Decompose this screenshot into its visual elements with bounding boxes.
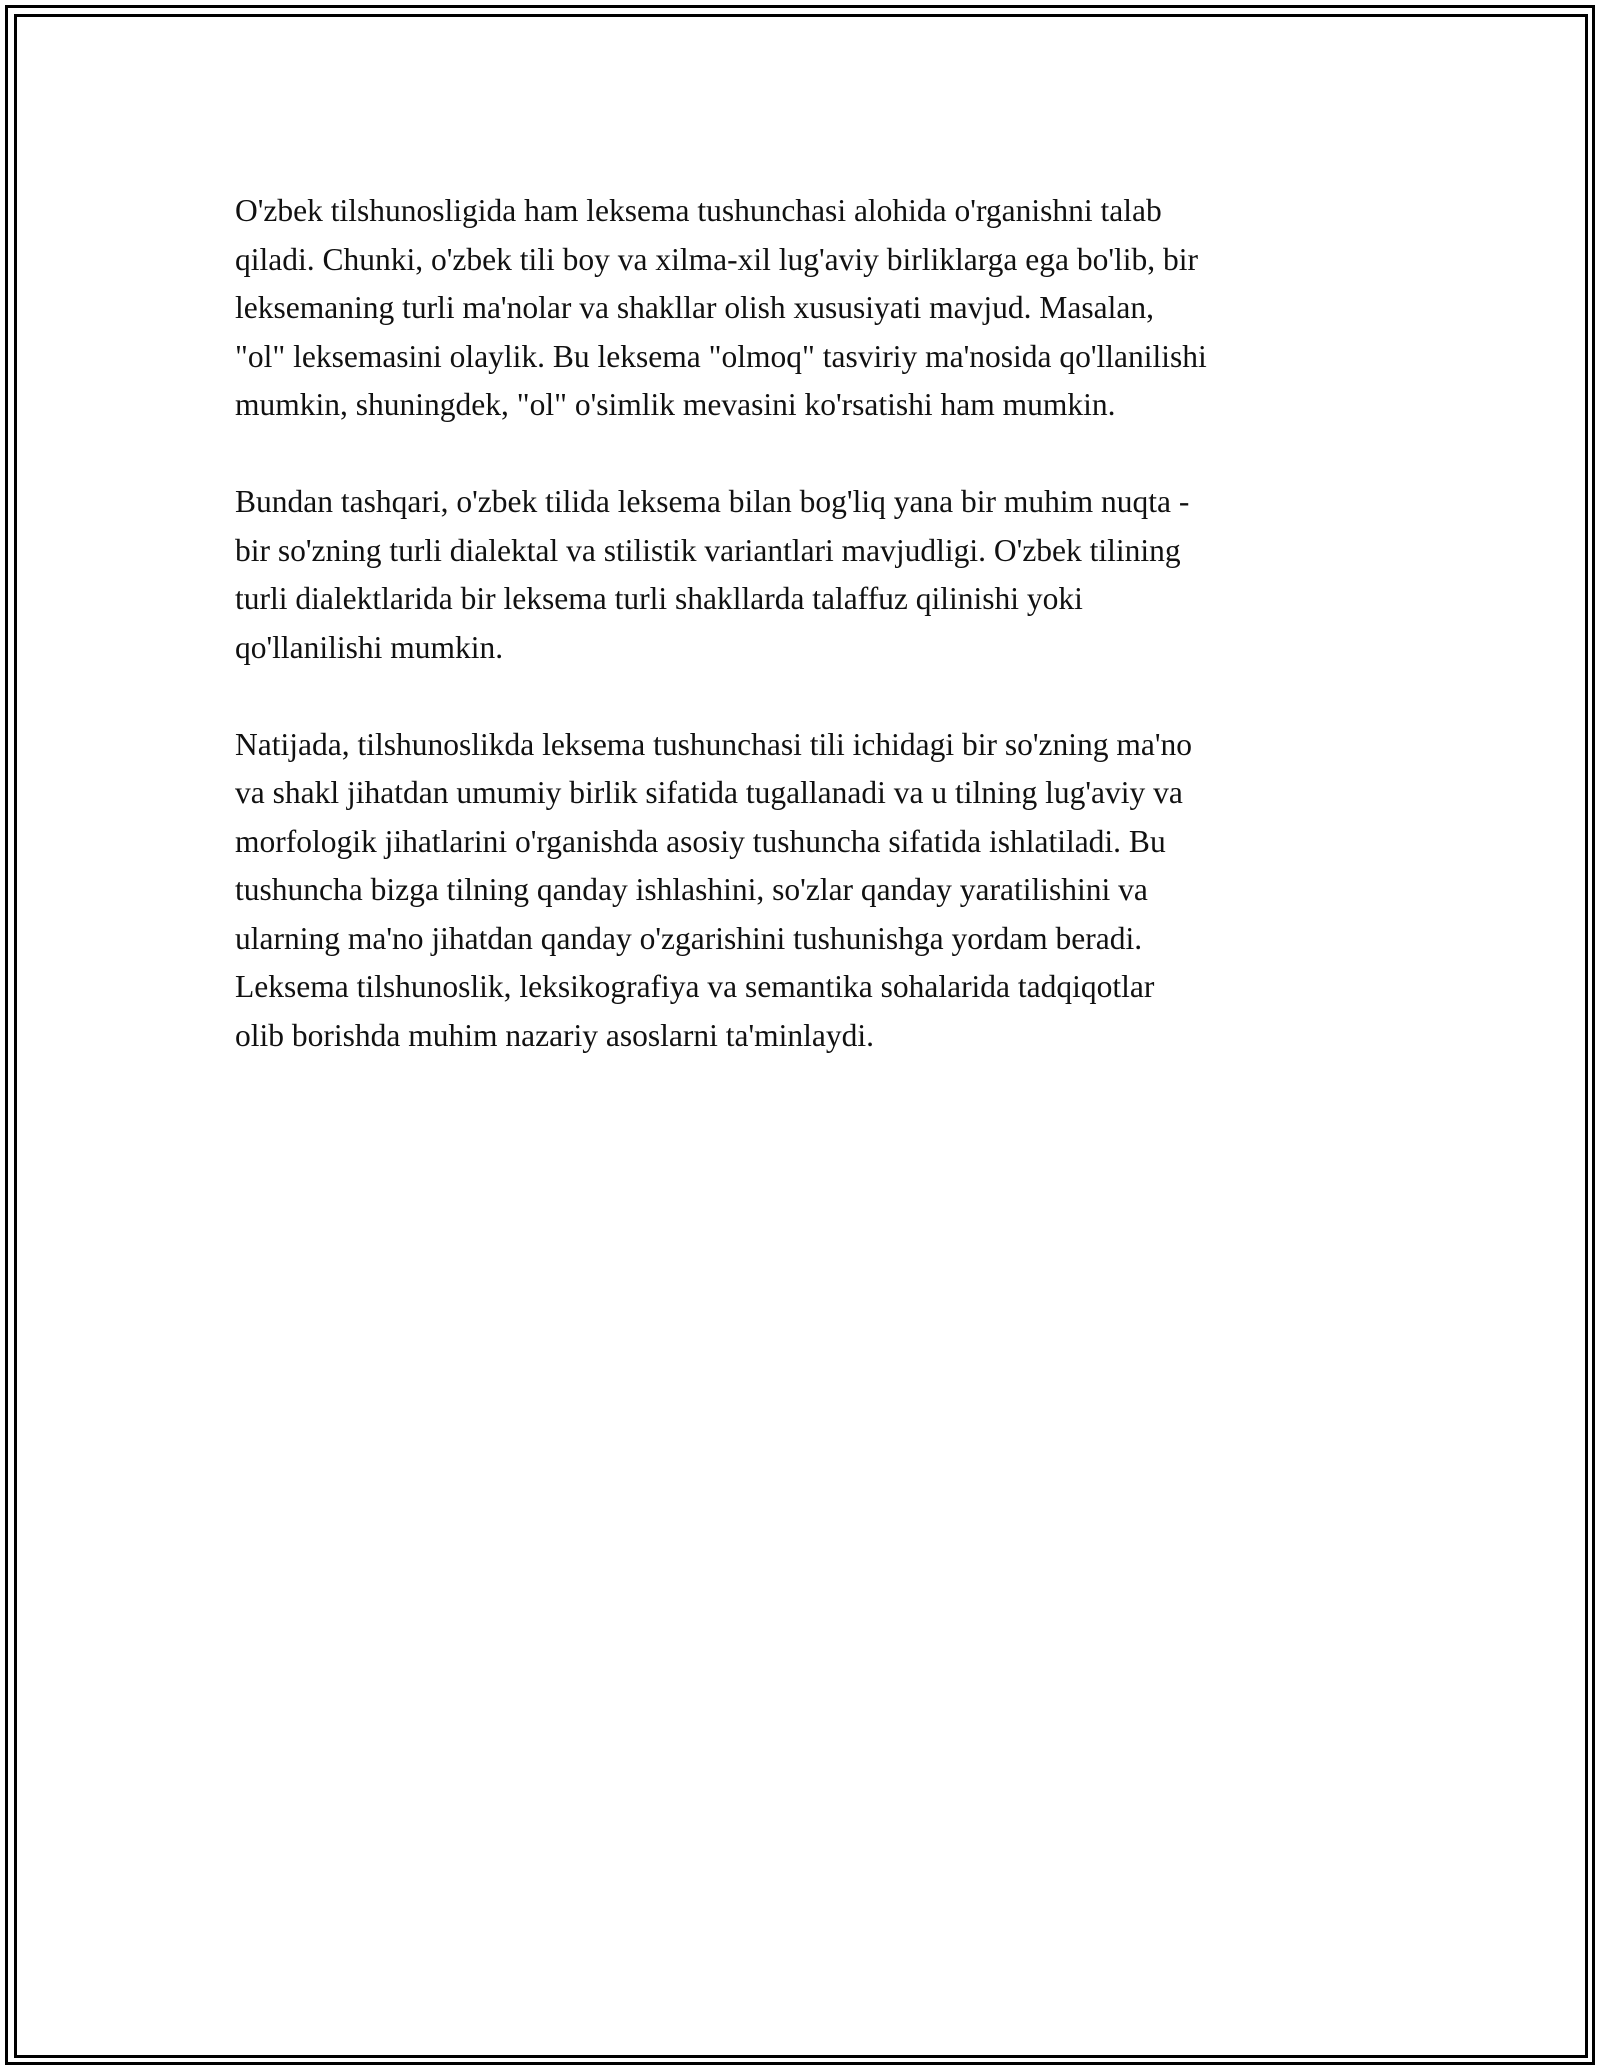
text-line: qiladi. Chunki, o'zbek tili boy va xilma-xil lug'aviy birliklarga ega bo'lib, bir	[235, 241, 1199, 277]
text-line: Natijada, tilshunoslikda leksema tushunchasi tili ichidagi bir so'zning ma'no	[235, 726, 1193, 762]
text-line: Bundan tashqari, o'zbek tilida leksema bilan bog'liq yana bir muhim nuqta -	[235, 484, 1190, 519]
paragraph-3	[235, 721, 1370, 1061]
text-line: ularning ma'no jihatdan qanday o'zgarishini tushunishga yordam beradi.	[235, 920, 1143, 956]
text-line: tushuncha bizga tilning qanday ishlashini, so'zlar qanday yaratilishini va	[235, 872, 1148, 907]
text-line: "ol" leksemasini olaylik. Bu leksema "olmoq" tasviriy ma'nosida qo'llanilishi	[235, 338, 1207, 374]
text-line: O'zbek tilshunosligida ham leksema tushunchasi alohida o'rganishni talab	[235, 193, 1162, 228]
text-line: mumkin, shuningdek, "ol" o'simlik mevasini ko'rsatishi ham mumkin.	[235, 387, 1116, 422]
text-line: turli dialektlarida bir leksema turli shakllarda talaffuz qilinishi yoki	[235, 581, 1083, 616]
text-line: Leksema tilshunoslik, leksikografiya va semantika sohalarida tadqiqotlar	[235, 969, 1155, 1004]
text-line: qo'llanilishi mumkin.	[235, 629, 504, 665]
document-body	[235, 187, 1370, 1109]
text-line: va shakl jihatdan umumiy birlik sifatida tugallanadi va u tilning lug'aviy va	[235, 775, 1183, 810]
text-line: bir so'zning turli dialektal va stilistik variantlari mavjudligi. O'zbek tilining	[235, 532, 1181, 568]
text-line: morfologik jihatlarini o'rganishda asosiy tushuncha sifatida ishlatiladi. Bu	[235, 823, 1166, 859]
paragraph-2	[235, 478, 1370, 672]
text-line: olib borishda muhim nazariy asoslarni ta'minlaydi.	[235, 1017, 875, 1053]
paragraph-1	[235, 187, 1370, 430]
text-line: leksemaning turli ma'nolar va shakllar olish xususiyati mavjud. Masalan,	[235, 290, 1154, 325]
